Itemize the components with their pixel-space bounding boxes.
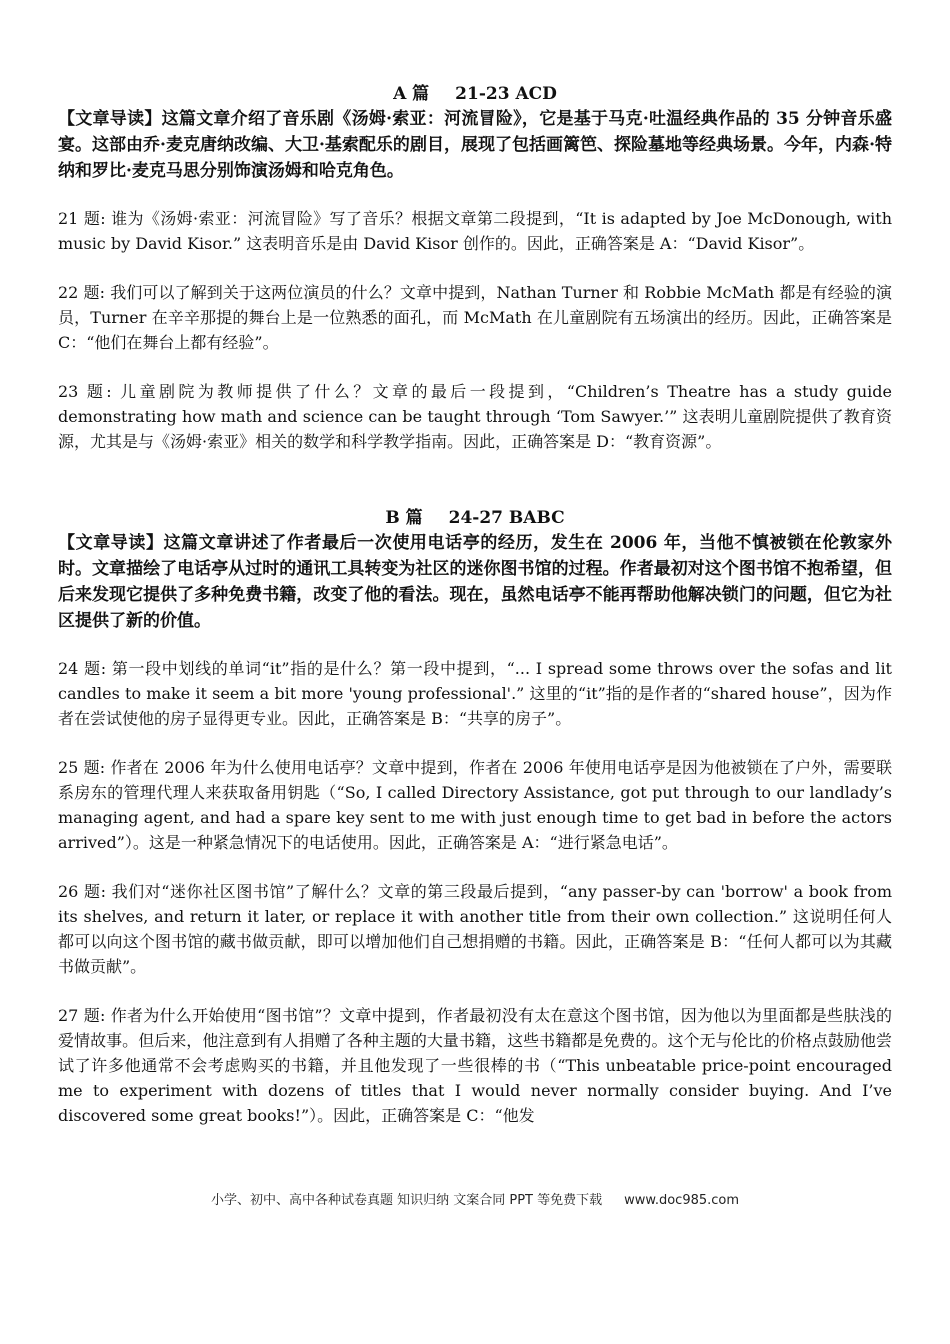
section-b-guide: 【文章导读】这篇文章讲述了作者最后一次使用电话亭的经历，发生在 2006 年，当他不慎被锁在伦敦家外时。文章描绘了电话亭从过时的通讯工具转变为社区的迷你图书馆的过程。作者最初对这个图书馆不抱希望，但后来发现它提供了多种免费书籍，改变了他的看法。现在，虽然电话亭不能再帮助他解决锁门的问题，但它为社区提供了新的价值。 bbox=[58, 533, 892, 631]
section-a-guide: 【文章导读】这篇文章介绍了音乐剧《汤姆·索亚：河流冒险》，它是基于马克·吐温经典作品的 35 分钟音乐盛宴。这部由乔·麦克唐纳改编、大卫·基索配乐的剧目，展现了包括画篱笆、探险墓地等经典场景。今年，内森·特纳和罗比·麦克马思分别饰演汤姆和哈克角色。 bbox=[58, 109, 892, 181]
question-22: 22 题: 我们可以了解到关于这两位演员的什么？文章中提到，Nathan Turner 和 Robbie McMath 都是有经验的演员，Turner 在辛辛那提的舞台上是一位熟悉的面孔，而 McMath 在儿童剧院有五场演出的经历。因此，正确答案是 C：“他们在舞台上都有经验”。 bbox=[58, 283, 892, 352]
section-a-heading bbox=[58, 82, 892, 106]
footer-site: www.doc985.com bbox=[624, 1193, 740, 1208]
question-25: 25 题: 作者在 2006 年为什么使用电话亭？文章中提到，作者在 2006 年使用电话亭是因为他被锁在了户外，需要联系房东的管理代理人来获取备用钥匙（“So, I called Directory Assistance, got put through to our landlady’s managing agent, and had a spare key sent to me with just enough time to get bad in before the actors arrived”）。这是一种紧急情况下的电话使用。因此，正确答案是 A：“进行紧急电话”。 bbox=[58, 758, 892, 852]
page-footer bbox=[0, 1191, 950, 1211]
section-gap bbox=[58, 478, 892, 506]
document-page bbox=[58, 82, 892, 1152]
section-b-answers: 24-27 BABC bbox=[448, 508, 565, 528]
question-27: 27 题: 作者为什么开始使用“图书馆”？文章中提到，作者最初没有太在意这个图书馆，因为他以为里面都是些肤浅的爱情故事。但后来，他注意到有人捐赠了各种主题的大量书籍，这些书籍都是免费的。这个无与伦比的价格点鼓励他尝试了许多他通常不会考虑购买的书籍，并且他发现了一些很棒的书（“This unbeatable price-point encouraged me to experiment with dozens of titles that I would never normally consider buying. And I’ve discovered some great books!”）。因此，正确答案是 C：“他发 bbox=[58, 1006, 892, 1125]
section-b-heading bbox=[58, 506, 892, 530]
question-24: 24 题: 第一段中划线的单词“it”指的是什么？第一段中提到，“... I spread some throws over the sofas and lit candles to make it seem a bit more 'young professional'.” 这里的“it”指的是作者的“shared house”，因为作者在尝试使他的房子显得更专业。因此，正确答案是 B：“共享的房子”。 bbox=[58, 659, 892, 728]
footer-text: 小学、初中、高中各种试卷真题 知识归纳 文案合同 PPT 等免费下载 bbox=[210, 1193, 603, 1208]
question-21: 21 题: 谁为《汤姆·索亚：河流冒险》写了音乐？根据文章第二段提到，“It is adapted by Joe McDonough, with music by David Kisor.” 这表明音乐是由 David Kisor 创作的。因此，正确答案是 A：“David Kisor”。 bbox=[58, 209, 892, 253]
section-a-answers: 21-23 ACD bbox=[455, 84, 557, 104]
question-23: 23 题: 儿童剧院为教师提供了什么？文章的最后一段提到，“Children’s Theatre has a study guide demonstrating how math and science can be taught through ‘Tom Sawyer.’” 这表明儿童剧院提供了教育资源，尤其是与《汤姆·索亚》相关的数学和科学教学指南。因此，正确答案是 D：“教育资源”。 bbox=[58, 382, 892, 451]
section-a-title: A 篇 bbox=[393, 84, 430, 104]
question-26: 26 题: 我们对“迷你社区图书馆”了解什么？文章的第三段最后提到，“any passer-by can 'borrow' a book from its shelves, and return it later, or replace it with another title from their own collection.” 这说明任何人都可以向这个图书馆的藏书做贡献，即可以增加他们自己想捐赠的书籍。因此，正确答案是 B：“任何人都可以为其藏书做贡献”。 bbox=[58, 882, 892, 976]
section-b-title: B 篇 bbox=[385, 508, 423, 528]
